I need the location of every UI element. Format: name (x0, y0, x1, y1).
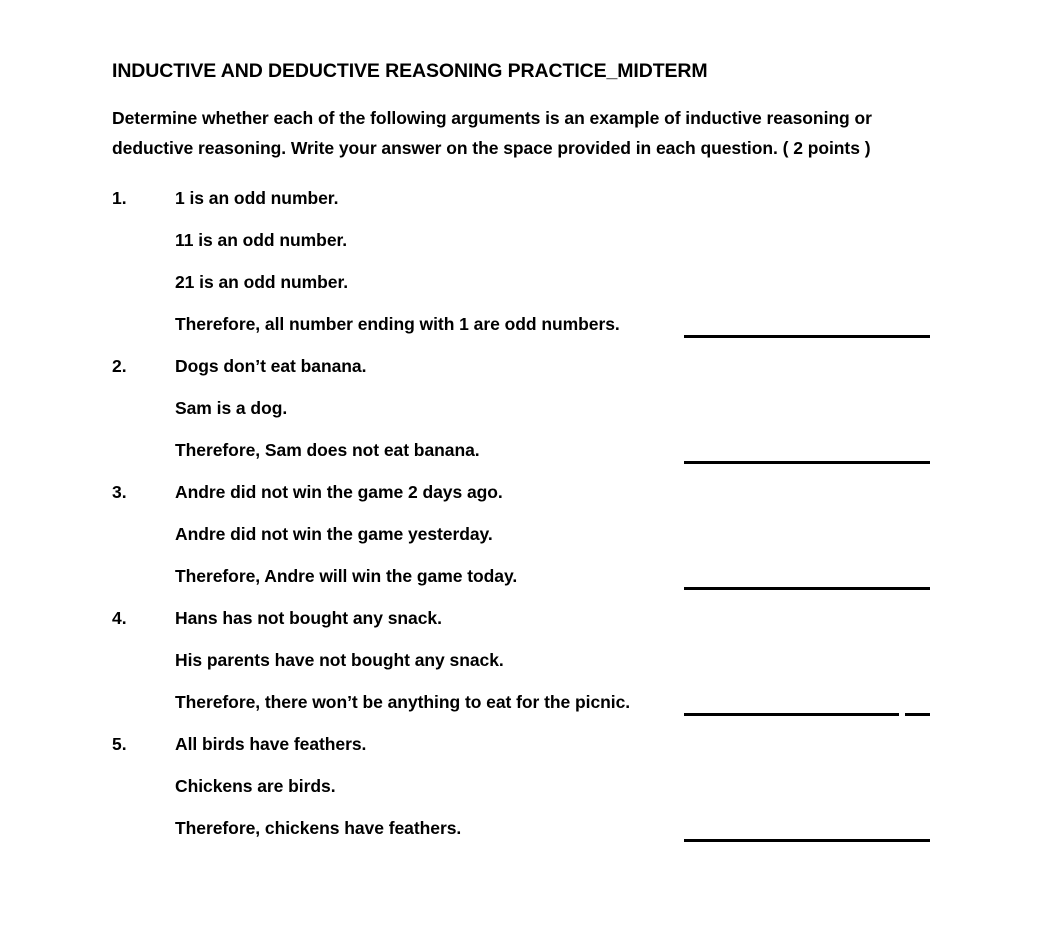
question-statement: Therefore, there won’t be anything to eat for the picnic. (175, 692, 631, 712)
question-line (112, 639, 930, 681)
answer-blank-line[interactable] (684, 335, 930, 338)
question-statement: Chickens are birds. (175, 776, 336, 796)
question-item (112, 723, 930, 849)
question-line (112, 807, 930, 849)
answer-blank-line[interactable] (684, 713, 930, 716)
answer-blank-line[interactable] (684, 839, 930, 842)
question-line (112, 261, 930, 303)
question-statement: Andre did not win the game yesterday. (175, 524, 493, 544)
question-statement: Sam is a dog. (175, 398, 288, 418)
question-statement: 21 is an odd number. (175, 272, 349, 292)
question-number: 1. (112, 188, 127, 208)
question-line (112, 723, 930, 765)
question-line (112, 555, 930, 597)
question-line (112, 177, 930, 219)
answer-blank-segment (905, 713, 930, 716)
question-number: 2. (112, 356, 127, 376)
question-statement: 1 is an odd number. (175, 188, 339, 208)
document-body (112, 58, 930, 849)
answer-blank-segment (684, 713, 899, 716)
question-line (112, 765, 930, 807)
question-number: 5. (112, 734, 127, 754)
question-number: 4. (112, 608, 127, 628)
answer-blank-line[interactable] (684, 587, 930, 590)
question-statement: Hans has not bought any snack. (175, 608, 442, 628)
question-statement: Therefore, Sam does not eat banana. (175, 440, 480, 460)
question-item (112, 597, 930, 723)
question-statement: Therefore, all number ending with 1 are odd numbers. (175, 314, 620, 334)
question-line (112, 219, 930, 261)
question-statement: Therefore, Andre will win the game today. (175, 566, 518, 586)
question-line (112, 513, 930, 555)
question-statement: Dogs don’t eat banana. (175, 356, 367, 376)
question-item (112, 345, 930, 471)
page-title: INDUCTIVE AND DEDUCTIVE REASONING PRACTICE_MIDTERM (112, 60, 708, 82)
question-line (112, 597, 930, 639)
questions-list (112, 177, 930, 849)
question-number: 3. (112, 482, 127, 502)
question-line (112, 429, 930, 471)
question-line (112, 303, 930, 345)
question-line (112, 345, 930, 387)
question-item (112, 471, 930, 597)
question-statement: Andre did not win the game 2 days ago. (175, 482, 503, 502)
question-statement: Therefore, chickens have feathers. (175, 818, 462, 838)
question-statement: 11 is an odd number. (175, 230, 348, 250)
question-line (112, 471, 930, 513)
question-item (112, 177, 930, 345)
question-line (112, 387, 930, 429)
question-statement: All birds have feathers. (175, 734, 367, 754)
question-statement: His parents have not bought any snack. (175, 650, 504, 670)
answer-blank-line[interactable] (684, 461, 930, 464)
instructions-paragraph: Determine whether each of the following arguments is an example of inductive reasoning or deductive reasoning. Write your answer on the space provided in each question. ( 2 points ) (112, 108, 872, 158)
question-line (112, 681, 930, 723)
